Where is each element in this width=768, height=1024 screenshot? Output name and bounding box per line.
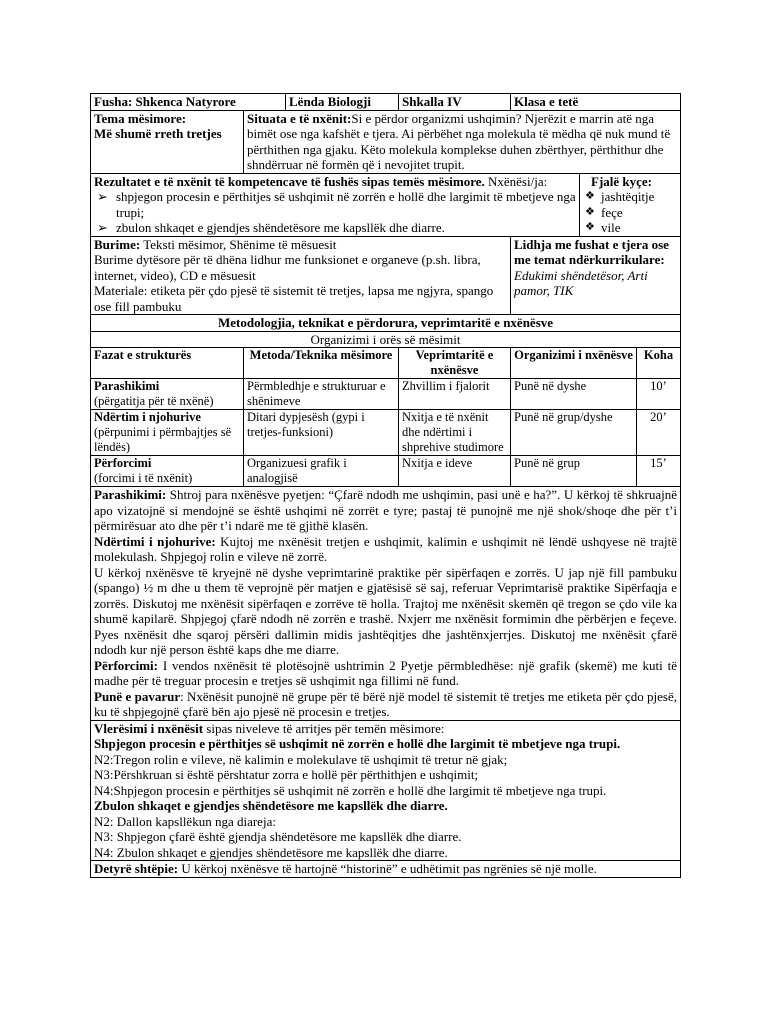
column-header: Veprimtaritë e nxënësve	[399, 348, 511, 379]
links-text: Edukimi shëndetësor, Arti pamor, TIK	[514, 267, 648, 298]
assessment-heading: Shpjegon procesin e përthitjes së ushqimit në zorrën e hollë dhe largimit të mbetjeve nga trupi.	[94, 736, 621, 751]
methodology-title: Metodologjia, teknikat e përdorura, veprimtaritë e nxënësve	[91, 315, 681, 332]
outcome-item: ➢ zbulon shkaqet e gjendjes shëndetësore me kapsllëk dhe diarre.	[97, 220, 445, 235]
structure-header-row	[91, 348, 681, 379]
diamond-bullet-icon: ❖	[585, 221, 595, 233]
keywords-label: Fjalë kyçe:	[591, 173, 653, 189]
method-cell: Ditari dypjesësh (gypi i tretjes-funksioni)	[244, 410, 399, 456]
method-cell: Përmbledhje e strukturuar e shënimeve	[244, 379, 399, 410]
outcomes-cell	[91, 173, 580, 236]
assessment-level: N2: Dallon kapsllëkun nga diareja:	[94, 813, 276, 829]
homework-row	[91, 861, 681, 878]
situation-cell	[244, 110, 681, 173]
assessment-label: Vlerësimi i nxënësit	[94, 720, 204, 736]
assessment-level: N3:Përshkruan si është përshtatur zorra e hollë për përthithjen e ushqimit;	[94, 767, 479, 782]
sources-cell	[91, 236, 511, 315]
column-header: Metoda/Teknika mësimore	[244, 348, 399, 379]
situation-text: Si e përdor organizmi ushqimin? Njerëzit e marrin atë nga bimët ose nga kafshët e tjera. Ai përbëhet nga molekula të mëdha që nuk mund të përthithen nga gjaku. Këto molekula komplekse duhen zbërthyer, përthithur dhe shndërruar në formën që i nevojitet trupit.	[247, 110, 671, 172]
table-row	[91, 456, 681, 487]
activity-cell: Nxitja e ideve	[399, 456, 511, 487]
phase-cell: Parashikimi (përgatitja për të nxënë)	[91, 379, 244, 410]
homework-cell	[91, 861, 681, 878]
column-header: Organizimi i nxënësve	[511, 348, 637, 379]
topic-label: Tema mësimore:	[94, 110, 187, 126]
activity-cell: Nxitja e të nxënit dhe ndërtimi i shprehive studimore	[399, 410, 511, 456]
situation-label: Situata e të nxënit:	[247, 110, 352, 126]
forecast-paragraph: Parashikimi: Shtroj para nxënësve pyetjen: “Çfarë ndodh me ushqimin, pasi unë e ha?”. U kërkoj të shkruajnë apo vizatojnë si mendojnë se është ushqimi në zorrët e tyre; pastaj të punojnë me një shok/shoqe dhe për t’i përmirësuar ato dhe për t’i ndarë me të gjithë klasën.	[94, 487, 678, 533]
independent-work-paragraph: Punë e pavarur: Nxënësit punojnë në grupe për të bërë një model të sistemit të tretjes me etiketa për çdo pjesë, ku të shpjegojnë çfarë bën ajo pjesë në procesin e tretjes.	[94, 688, 678, 719]
outcomes-row	[91, 173, 681, 236]
sources-main: Teksti mësimor, Shënime të mësuesit	[140, 236, 337, 252]
diamond-bullet-icon: ❖	[585, 190, 595, 202]
outcomes-label: Rezultatet e të nxënit të kompetencave të fushës sipas temës mësimore.	[94, 173, 485, 189]
assessment-heading: Zbulon shkaqet e gjendjes shëndetësore me kapsllëk dhe diarre.	[94, 798, 448, 813]
lesson-plan-table	[90, 93, 681, 878]
homework-text: U kërkoj nxënësve të hartojnë “historinë” e udhëtimit pas ngrënies së një molle.	[178, 861, 597, 876]
sources-row	[91, 236, 681, 315]
keywords-cell	[580, 173, 681, 236]
assessment-level: N4: Zbulon shkaqet e gjendjes shëndetësore me kapsllëk dhe diarre.	[94, 844, 448, 860]
subject-cell: Lënda Biologji	[286, 94, 399, 111]
assessment-level: N3: Shpjegon çfarë është gjendja shëndetësore me kapsllëk dhe diarre.	[94, 829, 462, 844]
assessment-level: N2:Tregon rolin e vileve, në kalimin e molekulave të ushqimit të tretur në gjak;	[94, 751, 508, 767]
sources-secondary: Burime dytësore për të dhëna lidhur me funksionet e organeve (p.sh. libra, internet, video), CD e mësuesit	[94, 252, 481, 283]
methodology-subtitle: Organizimi i orës së mësimit	[91, 331, 681, 348]
topic-row	[91, 110, 681, 173]
diamond-bullet-icon: ❖	[585, 205, 595, 218]
assessment-cell: Vlerësimi i nxënësit sipas niveleve të arritjes për temën mësimore: Shpjegon procesin e përthitjes së ushqimit në zorrën e hollë dhe largimit të mbetjeve nga trupi. N2:Tregon rolin e vileve, në kalimin e molekulave të ushqimit të tretur në gjak; N3:Përshkruan si është përshtatur zorra e hollë për përthithjen e ushqimit; N4:Shpjegon procesin e përthitjes së ushqimit në zorrën e hollë dhe largimit të mbetjeve nga trupi. Zbulon shkaqet e gjendjes shëndetësore me kapsllëk dhe diarre. N2: Dallon kapsllëkun nga diareja: N3: Shpjegon çfarë është gjendja shëndetësore me kapsllëk dhe diarre. N4: Zbulon shkaqet e gjendjes shëndetësore me kapsllëk dhe diarre.	[91, 720, 681, 861]
links-label: Lidhja me fushat e tjera ose me temat ndërkurrikulare:	[514, 236, 669, 267]
organization-cell: Punë në grup	[511, 456, 637, 487]
table-row	[91, 410, 681, 456]
phase-cell: Përforcimi (forcimi i të nxënit)	[91, 456, 244, 487]
field-cell: Fusha: Shkenca Natyrore	[91, 94, 286, 111]
topic-cell	[91, 110, 244, 173]
knowledge-paragraph: Ndërtimi i njohurive: Kujtoj me nxënësit tretjen e ushqimit, kalimin e ushqimit në lëndë ushqyese në trajtë molekulash. Shpjegoj rolin e vileve në zorrë.	[94, 533, 678, 564]
sources-label: Burime:	[94, 236, 141, 252]
activity-cell: Zhvillim i fjalorit	[399, 379, 511, 410]
homework-label: Detyrë shtëpie:	[94, 861, 179, 876]
methodology-title-row	[91, 315, 681, 332]
column-header: Fazat e strukturës	[91, 348, 244, 379]
outcome-item: ➢ shpjegon procesin e përthitjes së ushqimit në zorrën e hollë dhe largimit të mbetjeve nga trupi;	[97, 189, 576, 220]
assessment-level: N4:Shpjegon procesin e përthitjes së ushqimit në zorrën e hollë dhe largimit të mbetjeve nga trupi.	[94, 782, 607, 798]
sources-materials: Materiale: etiketa për çdo pjesë të sistemit të tretjes, lapsa me ngjyra, spango ose fill pambuku	[94, 283, 494, 314]
time-cell: 15’	[637, 456, 681, 487]
time-cell: 20’	[637, 410, 681, 456]
grade-cell: Klasa e tetë	[511, 94, 681, 111]
keyword-item: ❖ jashtëqitje	[585, 189, 655, 204]
organization-cell: Punë në dyshe	[511, 379, 637, 410]
topic-title: Më shumë rreth tretjes	[94, 126, 222, 141]
assessment-row	[91, 720, 681, 861]
organization-cell: Punë në grup/dyshe	[511, 410, 637, 456]
level-cell: Shkalla IV	[399, 94, 511, 111]
practice-paragraph: U kërkoj nxënësve të kryejnë në dyshe veprimtarinë praktike për sipërfaqen e zorrës. U jap një fill pambuku (spango) ½ m dhe u them të veprojnë për matjen e gjatësisë së saj, referuar Veprimtarisë praktike Sipërfaqja e zorrës. Diskutoj me nxënësit sipërfaqen e zorrëve të holla. Trajtoj me nxënësit skemën që tregon se çdo vile ka shumë kapilarë. Shpjegoj çfarë ndodh në zorrën e trashë. Nxjerr me nxënësit formimin dhe përbërjen e feçeve. Pyes nxënësit dhe sqaroj përsëri dallimin midis jashtëqitjes dhe jashtënxjerrjes. Diskutoj me nxënësit çfarë ndodh kur një person është kaps dhe me diarre.	[94, 564, 678, 657]
links-cell	[511, 236, 681, 315]
table-row	[91, 379, 681, 410]
time-cell: 10’	[637, 379, 681, 410]
lesson-plan	[90, 93, 680, 878]
lesson-narrative-cell	[91, 487, 681, 721]
keyword-item: ❖ vile	[585, 220, 621, 235]
column-header: Koha	[637, 348, 681, 379]
arrow-bullet-icon: ➢	[97, 189, 108, 204]
methodology-subtitle-row	[91, 331, 681, 348]
keyword-item: ❖ feçe	[585, 204, 623, 220]
method-cell: Organizuesi grafik i analogjisë	[244, 456, 399, 487]
arrow-bullet-icon: ➢	[97, 220, 108, 235]
lesson-narrative-row	[91, 487, 681, 721]
outcomes-label-suffix: Nxënësi/ja:	[484, 173, 548, 189]
reinforcement-paragraph: Përforcimi: I vendos nxënësit të plotësojnë ushtrimin 2 Pyetje përmbledhëse: një grafik (skemë) me kuti të madhe për të treguar procesin e tretjes së ushqimit nga fillimi në fund.	[94, 657, 678, 688]
header-row	[91, 94, 681, 111]
phase-cell: Ndërtim i njohurive (përpunimi i përmbajtjes së lëndës)	[91, 410, 244, 456]
